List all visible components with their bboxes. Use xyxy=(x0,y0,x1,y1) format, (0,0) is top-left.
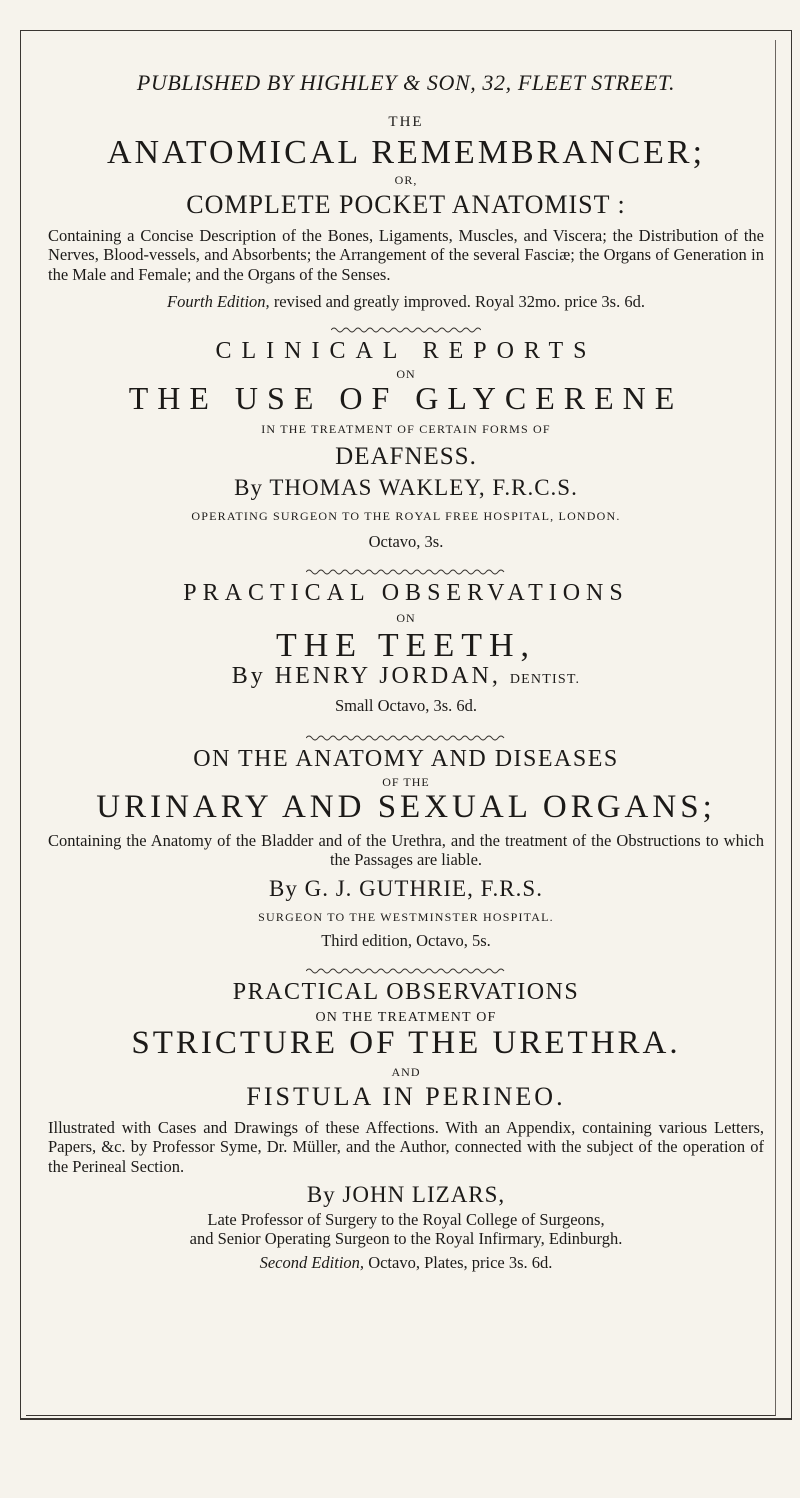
book-3-on: ON xyxy=(396,610,416,625)
book-1-title: ANATOMICAL REMEMBRANCER; xyxy=(106,134,706,171)
book-5-title-line3: FISTULA IN PERINEO. xyxy=(246,1081,566,1111)
book-5-edition-label: Second Edition, xyxy=(259,1252,365,1272)
book-2-edition: Octavo, 3s. xyxy=(368,531,444,551)
book-5-author: By JOHN LIZARS, xyxy=(306,1182,506,1207)
book-2-treatment: IN THE TREATMENT OF CERTAIN FORMS OF xyxy=(261,421,551,436)
book-2-subject: DEAFNESS. xyxy=(335,442,477,470)
book-5-position-line1: Late Professor of Surgery to the Royal College of Surgeons, xyxy=(207,1210,605,1229)
book-clinical-reports xyxy=(48,338,764,552)
book-anatomical-remembrancer xyxy=(48,114,764,312)
book-5-and: AND xyxy=(391,1064,421,1079)
book-2-on: ON xyxy=(396,367,416,382)
book-1-description: Containing a Concise Description of the Bones, Ligaments, Muscles, and Viscera; the Distribution of the Nerves, Blood-vessels, and Absorbents; the Arrangement of the several Fasciæ; the Organs of Generation in the Male and Female; and the Organs of the Senses. xyxy=(48,225,764,284)
book-5-edition xyxy=(48,1253,764,1273)
book-1-subtitle: COMPLETE POCKET ANATOMIST : xyxy=(186,189,626,219)
book-5-description: Illustrated with Cases and Drawings of these Affections. With an Appendix, containing various Letters, Papers, &c. by Professor Syme, Dr. Müller, and the Author, connected with the subject of the operation of the Perineal Section. xyxy=(48,1117,764,1176)
book-teeth xyxy=(48,580,764,717)
book-2-title-line2: THE USE OF GLYCERENE xyxy=(128,380,684,417)
book-2-title-line1: CLINICAL REPORTS xyxy=(215,338,597,365)
book-2-author: By THOMAS WAKLEY, F.R.C.S. xyxy=(234,474,578,500)
publisher-header: PUBLISHED BY HIGHLEY & SON, 32, FLEET STREET. xyxy=(136,70,676,95)
book-1-or: OR, xyxy=(394,172,418,187)
book-5-on-the-treatment: ON THE TREATMENT OF xyxy=(315,1009,497,1025)
book-4-author: By G. J. GUTHRIE, F.R.S. xyxy=(269,875,543,901)
book-1-edition-label: Fourth Edition, xyxy=(167,292,270,312)
advertisement-content xyxy=(48,58,764,1273)
book-1-the: THE xyxy=(388,114,424,130)
wavy-divider-1 xyxy=(331,326,481,334)
book-4-edition: Third edition, Octavo, 5s. xyxy=(321,930,491,950)
book-urinary-organs xyxy=(48,746,764,951)
book-4-title-line1: ON THE ANATOMY AND DISEASES xyxy=(193,746,619,773)
book-1-edition xyxy=(48,292,764,312)
book-3-author xyxy=(48,663,764,690)
book-3-author-name: By HENRY JORDAN, xyxy=(231,663,501,690)
wavy-divider-4 xyxy=(306,967,506,975)
book-3-title-line1: PRACTICAL OBSERVATIONS xyxy=(183,579,629,606)
book-3-author-role: DENTIST. xyxy=(509,672,581,688)
book-2-position: OPERATING SURGEON TO THE ROYAL FREE HOSPITAL, LONDON. xyxy=(191,508,621,523)
book-3-title-line2: THE TEETH, xyxy=(275,626,537,664)
book-5-position-line2: and Senior Operating Surgeon to the Royal Infirmary, Edinburgh. xyxy=(189,1229,623,1249)
book-5-title-line1: PRACTICAL OBSERVATIONS xyxy=(232,978,580,1005)
book-5-edition-details: Octavo, Plates, price 3s. 6d. xyxy=(364,1252,553,1272)
book-4-of-the: OF THE xyxy=(382,775,430,790)
wavy-divider-3 xyxy=(306,734,506,742)
book-stricture-urethra xyxy=(48,979,764,1273)
book-4-title-line2: URINARY AND SEXUAL ORGANS; xyxy=(96,789,716,826)
book-1-edition-details: revised and greatly improved. Royal 32mo. price 3s. 6d. xyxy=(269,292,645,312)
book-4-position: SURGEON TO THE WESTMINSTER HOSPITAL. xyxy=(258,909,554,924)
book-4-description: Containing the Anatomy of the Bladder and of the Urethra, and the treatment of the Obstructions to which the Passages are liable. xyxy=(48,831,764,870)
wavy-divider-2 xyxy=(306,568,506,576)
book-3-edition: Small Octavo, 3s. 6d. xyxy=(334,696,478,716)
book-5-title-line2: STRICTURE OF THE URETHRA. xyxy=(131,1024,681,1061)
